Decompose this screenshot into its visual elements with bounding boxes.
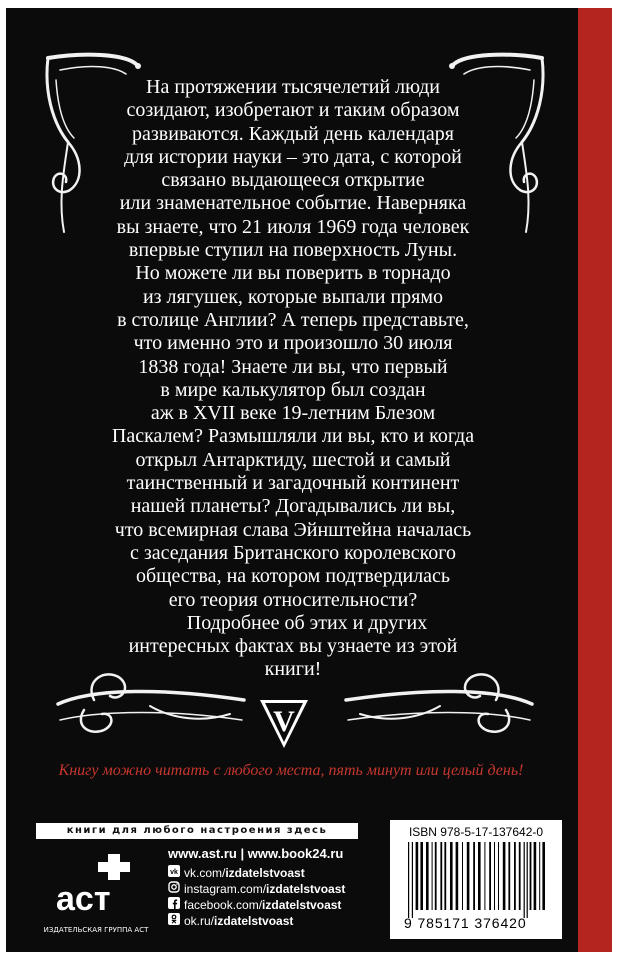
barcode-bar: [478, 842, 481, 910]
tagline: Книгу можно читать с любого места, пять минут или целый день!: [58, 762, 524, 779]
description-line: созидают, изобретают и таким образом: [126, 99, 460, 122]
barcode-bar: [494, 842, 495, 910]
barcode-bar: [473, 842, 475, 910]
social-link-prefix: facebook.com/: [184, 898, 263, 912]
red-spine: [578, 8, 612, 952]
barcode-bar: [450, 842, 453, 910]
description-line: общества, на котором подтвердилась: [135, 565, 451, 588]
barcode-digits: 9 785171 376420: [404, 915, 527, 931]
description-line: из лягушек, которые выпали прямо: [142, 285, 444, 308]
social-link-handle: izdatelstvoast: [266, 882, 346, 896]
barcode-panel: [390, 820, 562, 939]
barcode-bar: [524, 842, 525, 918]
barcode-bar: [534, 842, 537, 910]
description-line: с заседания Британского королевского: [130, 541, 456, 564]
barcode-bar: [420, 842, 423, 910]
description-line: в столице Англии? А теперь представьте,: [117, 308, 469, 331]
instagram-icon: [168, 881, 180, 897]
series-strip: книги для любого настроения здесь: [36, 823, 358, 839]
description-line: связано выдающееся открытие: [161, 169, 425, 192]
description-line: таинственный и загадочный континент: [126, 472, 460, 495]
publisher-logo: [52, 850, 136, 916]
description-line: развиваются. Каждый день календаря: [132, 122, 454, 145]
description-line: вы знаете, что 21 июля 1969 года человек: [116, 215, 470, 238]
social-links: [168, 865, 345, 929]
barcode-bar: [435, 842, 437, 910]
barcode-bar: [408, 842, 409, 918]
facebook-icon: [168, 897, 180, 913]
description-line: впервые ступил на поверхность Луны.: [128, 239, 458, 262]
barcode-bar: [498, 842, 499, 910]
barcode-bar: [542, 842, 545, 910]
description-line: интересных фактах вы узнаете из этой: [128, 635, 458, 658]
vk-icon: [168, 865, 180, 881]
description-line: аж в XVII веке 19-летним Блезом: [150, 402, 436, 425]
barcode-bar: [412, 842, 413, 918]
isbn-number: ISBN 978-5-17-137642-0: [408, 825, 544, 839]
barcode-bar: [462, 842, 463, 910]
social-link[interactable]: [168, 897, 345, 913]
barcode-bar: [456, 842, 459, 910]
barcode-bar: [508, 842, 510, 910]
description-line: что именно это и произошло 30 июля: [133, 332, 453, 355]
barcode-bar: [539, 842, 540, 910]
barcode-bar: [444, 842, 446, 910]
description-line: Подробнее об этих и других: [186, 611, 428, 634]
social-link-prefix: vk.com/: [184, 866, 226, 880]
description-line: его теория относительности?: [168, 588, 418, 611]
social-link[interactable]: [168, 865, 345, 881]
social-link-handle: izdatelstvoast: [214, 914, 294, 928]
barcode-bar: [503, 842, 506, 910]
description-line: открыл Антарктиду, шестой и самый: [135, 448, 451, 471]
description-line: Паскалем? Размышляли ли вы, кто и когда: [111, 425, 475, 448]
barcode-bar: [484, 842, 485, 910]
barcode-bar: [519, 842, 521, 910]
social-link-handle: izdatelstvoast: [262, 898, 342, 912]
description-line: или знаменательное событие. Наверняка: [119, 192, 467, 215]
barcode-bar: [426, 842, 429, 910]
social-link-handle: izdatelstvoast: [225, 866, 305, 880]
barcode-bar: [467, 842, 470, 910]
description-line: для истории науки – это дата, с которой: [124, 145, 462, 168]
odnoklassniki-icon: [168, 913, 180, 929]
description-line: нашей планеты? Догадывались ли вы,: [130, 495, 456, 518]
barcode-bar: [530, 842, 532, 910]
barcode-bar: [416, 842, 419, 910]
barcode-bar: [514, 842, 516, 910]
description-line: Но можете ли вы поверить в торнадо: [135, 262, 451, 285]
social-link[interactable]: [168, 881, 345, 897]
websites[interactable]: www.ast.ru | www.book24.ru: [168, 846, 344, 861]
description-line: 1838 года! Знаете ли вы, что первый: [138, 355, 448, 378]
social-link-prefix: instagram.com/: [184, 882, 267, 896]
barcode-bar: [489, 842, 491, 910]
description-line: в мире калькулятор был создан: [160, 378, 426, 401]
svg-text:vk: vk: [170, 869, 178, 876]
v-emblem-icon: [256, 696, 312, 752]
description-line: книги!: [264, 658, 322, 681]
description-line: На протяжении тысячелетий люди: [146, 76, 440, 98]
emblem-letter: V: [273, 705, 295, 738]
barcode-bars: [406, 842, 548, 918]
barcode-bar: [440, 842, 442, 910]
description-line: что всемирная слава Эйнштейна началась: [114, 518, 472, 541]
publisher-logo-text: аст: [56, 880, 111, 916]
social-link-prefix: ok.ru/: [184, 914, 215, 928]
social-link[interactable]: [168, 913, 345, 929]
barcode-bar: [527, 842, 528, 918]
publisher-name: ИЗДАТЕЛЬСКАЯ ГРУППА АСТ: [43, 926, 149, 934]
barcode-bar: [432, 842, 433, 910]
book-description: [58, 76, 528, 682]
back-cover: [6, 8, 612, 952]
